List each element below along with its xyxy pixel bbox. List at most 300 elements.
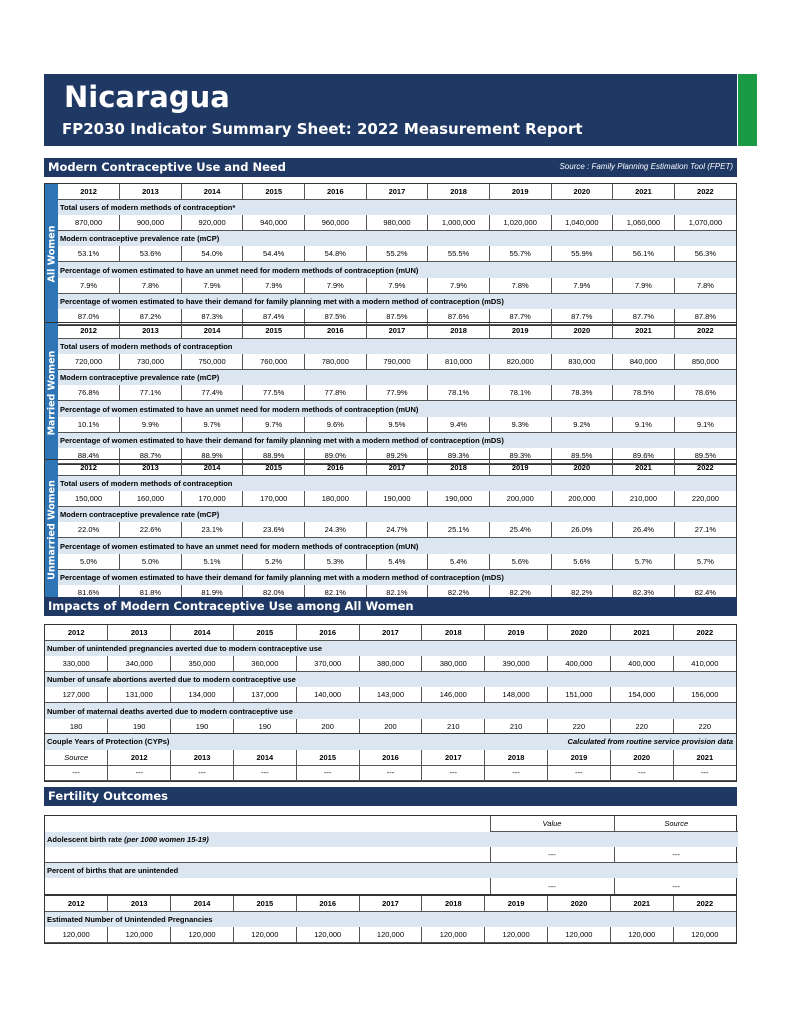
year-cell: 2015 [233, 625, 296, 641]
value-cell: 54.4% [243, 246, 305, 262]
value-cell: 26.0% [551, 522, 613, 538]
fertility-label-note: (per 1000 women 15-19) [124, 835, 209, 845]
value-cell: 89.0% [305, 448, 367, 464]
value-cell: 870,000 [58, 215, 120, 231]
value-cell: 160,000 [120, 491, 182, 507]
value-cell: 120,000 [296, 927, 359, 943]
value-cell: 9.3% [489, 417, 551, 433]
value-cell: 170,000 [243, 491, 305, 507]
value-cell: --- [296, 765, 359, 781]
year-cell: 2020 [551, 460, 613, 476]
value-cell: --- [485, 765, 548, 781]
year-cell: 2019 [548, 750, 611, 766]
value-cell: 9.7% [181, 417, 243, 433]
value-cell: 200,000 [551, 491, 613, 507]
value-cell: 5.1% [181, 554, 243, 570]
value-cell: 350,000 [171, 656, 234, 672]
indicator-value-row [58, 554, 736, 570]
year-cell: 2018 [428, 184, 490, 200]
value-cell: 87.0% [58, 309, 120, 325]
year-cell: 2013 [108, 625, 171, 641]
indicator-label-row [58, 231, 736, 247]
section-source: Source : Family Planning Estimation Tool (FPET) [559, 162, 733, 171]
value-cell: 7.8% [674, 278, 736, 294]
section-title: Impacts of Modern Contraceptive Use among All Women [48, 599, 414, 613]
value-cell: 87.6% [428, 309, 490, 325]
value-cell: 120,000 [485, 927, 548, 943]
value-cell: 148,000 [485, 687, 548, 703]
value-cell: 900,000 [120, 215, 182, 231]
indicator-value-row [58, 278, 736, 294]
report-header [44, 74, 737, 146]
value-cell: 7.8% [120, 278, 182, 294]
value-cell: 89.3% [428, 448, 490, 464]
value-cell: 82.3% [613, 585, 675, 601]
value-cell: 24.3% [305, 522, 367, 538]
year-cell: 2012 [108, 750, 171, 766]
fertility-value-row [45, 878, 738, 894]
indicator-label-row [58, 262, 736, 278]
year-cell: 2018 [422, 896, 485, 912]
value-cell: 220 [610, 719, 673, 735]
indicator-value-row [45, 719, 736, 735]
value-cell: 77.4% [181, 385, 243, 401]
value-cell: 1,020,000 [489, 215, 551, 231]
value-cell: 56.1% [613, 246, 675, 262]
value-cell: 87.3% [181, 309, 243, 325]
value-cell: 120,000 [673, 927, 736, 943]
value-cell: 5.4% [428, 554, 490, 570]
value-cell: 89.3% [489, 448, 551, 464]
year-cell: 2016 [359, 750, 422, 766]
value-cell: 190 [171, 719, 234, 735]
year-cell: 2015 [296, 750, 359, 766]
indicator-label-row [58, 200, 736, 216]
indicator-label-row [58, 339, 736, 355]
indicator-label: Estimated Number of Unintended Pregnancies [45, 912, 736, 928]
value-cell: 81.6% [58, 585, 120, 601]
year-cell: 2015 [243, 184, 305, 200]
value-cell: 151,000 [548, 687, 611, 703]
value-cell: 9.4% [428, 417, 490, 433]
value-cell: 940,000 [243, 215, 305, 231]
value-cell: 54.0% [181, 246, 243, 262]
value-cell: 146,000 [422, 687, 485, 703]
year-cell: 2014 [233, 750, 296, 766]
value-cell: 78.1% [428, 385, 490, 401]
year-cell: 2016 [296, 896, 359, 912]
indicator-value-row [58, 215, 736, 231]
section-header-contraceptive-use [44, 158, 737, 177]
year-cell: 2017 [359, 625, 422, 641]
indicator-label-row [45, 672, 736, 688]
value-cell: 82.4% [674, 585, 736, 601]
value-cell: 750,000 [181, 354, 243, 370]
value-cell: 82.1% [305, 585, 367, 601]
year-cell: 2019 [489, 323, 551, 339]
year-cell: 2017 [359, 896, 422, 912]
group-label: All Women [46, 225, 57, 283]
value-cell: 5.6% [489, 554, 551, 570]
year-cell: 2021 [613, 184, 675, 200]
value-cell: 9.2% [551, 417, 613, 433]
value-cell: 170,000 [181, 491, 243, 507]
value-cell: 55.7% [489, 246, 551, 262]
value-cell: 88.9% [243, 448, 305, 464]
value-cell: 53.1% [58, 246, 120, 262]
year-header-row [58, 184, 736, 200]
year-cell: 2013 [171, 750, 234, 766]
value-cell: 920,000 [181, 215, 243, 231]
value-cell: 89.6% [613, 448, 675, 464]
value-cell: 7.9% [181, 278, 243, 294]
value-cell: 76.8% [58, 385, 120, 401]
value-cell: 120,000 [548, 927, 611, 943]
year-cell: 2012 [58, 323, 120, 339]
value-cell: 5.7% [674, 554, 736, 570]
value-cell: --- [45, 765, 108, 781]
indicator-value-row [58, 354, 736, 370]
year-cell: 2021 [613, 460, 675, 476]
indicator-value-row [58, 246, 736, 262]
value-cell: 220 [673, 719, 736, 735]
value-cell: 140,000 [296, 687, 359, 703]
year-header-row [58, 323, 736, 339]
indicator-label-row [58, 476, 736, 492]
indicator-value-row [58, 417, 736, 433]
value-cell: 780,000 [305, 354, 367, 370]
value-cell: 78.6% [674, 385, 736, 401]
value-cell: --- [108, 765, 171, 781]
indicator-label: Percentage of women estimated to have their demand for family planning met with a modern method of contraception (mDS) [58, 569, 736, 585]
value-cell: 5.3% [305, 554, 367, 570]
value-cell: --- [422, 765, 485, 781]
value-cell: 88.7% [120, 448, 182, 464]
value-cell: 89.5% [551, 448, 613, 464]
value-cell: 53.6% [120, 246, 182, 262]
value-cell: 82.2% [489, 585, 551, 601]
value-cell: 120,000 [422, 927, 485, 943]
value-cell: 55.9% [551, 246, 613, 262]
value-cell: 380,000 [422, 656, 485, 672]
year-cell: 2012 [45, 896, 108, 912]
year-cell: 2020 [548, 625, 611, 641]
year-cell: 2021 [610, 625, 673, 641]
value-cell: 156,000 [673, 687, 736, 703]
year-cell: 2012 [45, 625, 108, 641]
value-cell: 7.8% [489, 278, 551, 294]
fertility-header-row [45, 816, 738, 832]
indicator-label-row [45, 703, 736, 719]
value-cell: 23.6% [243, 522, 305, 538]
value-cell: 89.2% [366, 448, 428, 464]
value-cell: 55.2% [366, 246, 428, 262]
value-cell: 120,000 [171, 927, 234, 943]
value-cell: 190 [108, 719, 171, 735]
value-cell: 190,000 [428, 491, 490, 507]
value-cell: 190 [233, 719, 296, 735]
cyp-table [44, 733, 737, 782]
indicator-label-row [58, 293, 736, 309]
year-cell: 2012 [58, 460, 120, 476]
value-cell: --- [548, 765, 611, 781]
year-cell: 2019 [489, 184, 551, 200]
value-cell: 220,000 [674, 491, 736, 507]
year-cell: 2020 [551, 323, 613, 339]
year-cell: 2022 [673, 896, 736, 912]
value-cell: 77.9% [366, 385, 428, 401]
value-cell: 340,000 [108, 656, 171, 672]
indicator-label-row [58, 507, 736, 523]
fertility-label: Adolescent birth rate [47, 835, 123, 845]
value-cell: 82.2% [428, 585, 490, 601]
value-cell: 82.0% [243, 585, 305, 601]
year-cell: 2018 [428, 460, 490, 476]
value-cell: 154,000 [610, 687, 673, 703]
year-cell: 2013 [120, 460, 182, 476]
value-cell: 7.9% [551, 278, 613, 294]
value-cell: 210 [485, 719, 548, 735]
indicator-label-row [58, 538, 736, 554]
value-cell: 830,000 [551, 354, 613, 370]
year-cell: 2016 [305, 184, 367, 200]
value-cell: 730,000 [120, 354, 182, 370]
value-cell: 5.7% [613, 554, 675, 570]
section-header-impacts [44, 597, 737, 616]
value-cell: 89.5% [674, 448, 736, 464]
indicator-value-row [58, 522, 736, 538]
value-cell: 960,000 [305, 215, 367, 231]
value-cell: 22.0% [58, 522, 120, 538]
year-cell: 2017 [422, 750, 485, 766]
value-cell: 7.9% [613, 278, 675, 294]
value-cell: 1,070,000 [674, 215, 736, 231]
indicator-label-row [45, 912, 736, 928]
value-cell: 127,000 [45, 687, 108, 703]
indicator-value-row [45, 927, 736, 943]
value-cell: 850,000 [674, 354, 736, 370]
indicator-label: Total users of modern methods of contraception [58, 339, 736, 355]
value-cell: 9.9% [120, 417, 182, 433]
fertility-label-row [45, 863, 738, 879]
indicator-label: Modern contraceptive prevalence rate (mCP) [58, 231, 736, 247]
fertility-value: --- [490, 878, 614, 894]
cyp-label: Couple Years of Protection (CYPs) [45, 734, 422, 750]
indicator-label-row [58, 401, 736, 417]
year-cell: 2012 [58, 184, 120, 200]
year-cell: 2014 [171, 896, 234, 912]
value-cell: 87.4% [243, 309, 305, 325]
value-cell: 82.1% [366, 585, 428, 601]
country-title: Nicaragua [64, 80, 230, 114]
value-cell: 78.1% [489, 385, 551, 401]
year-cell: 2022 [674, 460, 736, 476]
value-cell: --- [233, 765, 296, 781]
value-cell: 27.1% [674, 522, 736, 538]
fertility-label-row [45, 832, 738, 848]
value-cell: 5.4% [366, 554, 428, 570]
value-cell: 87.8% [674, 309, 736, 325]
year-cell: 2022 [674, 323, 736, 339]
section-header-fertility [44, 787, 737, 806]
value-cell: 5.0% [120, 554, 182, 570]
group-label: Unmarried Women [46, 480, 57, 581]
value-cell: 7.9% [428, 278, 490, 294]
value-cell: 390,000 [485, 656, 548, 672]
section-title: Fertility Outcomes [48, 789, 168, 803]
value-cell: 87.7% [489, 309, 551, 325]
value-cell: 87.7% [613, 309, 675, 325]
value-cell: 380,000 [359, 656, 422, 672]
value-cell: 78.3% [551, 385, 613, 401]
indicator-label: Number of maternal deaths averted due to modern contraceptive use [45, 703, 736, 719]
value-cell: 23.1% [181, 522, 243, 538]
year-cell: 2014 [171, 625, 234, 641]
group-table [44, 322, 737, 465]
cyp-value-row [45, 765, 736, 781]
year-cell: 2019 [485, 625, 548, 641]
value-cell: 1,040,000 [551, 215, 613, 231]
year-cell: 2021 [613, 323, 675, 339]
cyp-note: Calculated from routine service provision data [422, 734, 736, 750]
value-cell: 77.1% [120, 385, 182, 401]
value-cell: 400,000 [548, 656, 611, 672]
value-cell: --- [673, 765, 736, 781]
year-cell: 2013 [120, 184, 182, 200]
value-cell: 1,060,000 [613, 215, 675, 231]
value-cell: 120,000 [610, 927, 673, 943]
value-cell: 22.6% [120, 522, 182, 538]
value-cell: 840,000 [613, 354, 675, 370]
value-cell: 7.9% [58, 278, 120, 294]
indicator-label: Number of unsafe abortions averted due to modern contraceptive use [45, 672, 736, 688]
year-cell: 2014 [181, 184, 243, 200]
value-cell: 26.4% [613, 522, 675, 538]
value-cell: --- [359, 765, 422, 781]
value-cell: 190,000 [366, 491, 428, 507]
indicator-label-row [45, 641, 736, 657]
value-cell: 137,000 [233, 687, 296, 703]
impacts-table [44, 624, 737, 736]
report-subtitle: FP2030 Indicator Summary Sheet: 2022 Measurement Report [62, 120, 583, 138]
cyp-header-row [45, 750, 736, 766]
year-cell: 2018 [428, 323, 490, 339]
value-cell: 120,000 [45, 927, 108, 943]
fertility-source: --- [614, 847, 738, 863]
year-header-row [45, 625, 736, 641]
group-side-label [45, 323, 58, 464]
value-cell: 200,000 [489, 491, 551, 507]
group-side-label [45, 184, 58, 325]
value-cell: 87.2% [120, 309, 182, 325]
fertility-table [44, 815, 737, 895]
value-cell: 10.1% [58, 417, 120, 433]
value-cell: 9.1% [613, 417, 675, 433]
year-cell: 2022 [674, 184, 736, 200]
accent-bar [738, 74, 757, 146]
indicator-value-row [58, 385, 736, 401]
value-cell: 7.9% [366, 278, 428, 294]
value-cell: 120,000 [108, 927, 171, 943]
year-header-row [45, 896, 736, 912]
value-cell: 150,000 [58, 491, 120, 507]
fertility-value-row [45, 847, 738, 863]
value-cell: 56.3% [674, 246, 736, 262]
year-cell: 2016 [305, 460, 367, 476]
value-cell: 980,000 [366, 215, 428, 231]
value-cell: 82.2% [551, 585, 613, 601]
indicator-label: Total users of modern methods of contraception [58, 476, 736, 492]
value-cell: 77.8% [305, 385, 367, 401]
unintended-pregnancies-table [44, 895, 737, 944]
year-cell: 2016 [305, 323, 367, 339]
value-cell: 77.5% [243, 385, 305, 401]
indicator-label: Total users of modern methods of contraception* [58, 200, 736, 216]
value-cell: 88.9% [181, 448, 243, 464]
year-cell: 2016 [296, 625, 359, 641]
indicator-label: Percentage of women estimated to have their demand for family planning met with a modern method of contraception (mDS) [58, 432, 736, 448]
cyp-source-header: Source [45, 750, 108, 766]
value-cell: 9.1% [674, 417, 736, 433]
indicator-label: Modern contraceptive prevalence rate (mCP) [58, 370, 736, 386]
value-cell: 87.7% [551, 309, 613, 325]
value-cell: --- [610, 765, 673, 781]
year-cell: 2017 [366, 184, 428, 200]
value-cell: 810,000 [428, 354, 490, 370]
value-cell: 120,000 [233, 927, 296, 943]
group-table [44, 183, 737, 326]
year-cell: 2021 [610, 896, 673, 912]
value-header: Value [490, 816, 614, 832]
year-cell: 2015 [233, 896, 296, 912]
group-side-label [45, 460, 58, 601]
indicator-label: Percentage of women estimated to have their demand for family planning met with a modern method of contraception (mDS) [58, 293, 736, 309]
value-cell: 210 [422, 719, 485, 735]
fertility-value: --- [490, 847, 614, 863]
value-cell: 5.0% [58, 554, 120, 570]
year-cell: 2014 [181, 323, 243, 339]
year-cell: 2020 [610, 750, 673, 766]
value-cell: 78.5% [613, 385, 675, 401]
year-header-row [58, 460, 736, 476]
value-cell: 180 [45, 719, 108, 735]
indicator-label-row [58, 432, 736, 448]
indicator-label: Percentage of women estimated to have an unmet need for modern methods of contraception (mUN) [58, 262, 736, 278]
indicator-label: Percentage of women estimated to have an unmet need for modern methods of contraception (mUN) [58, 401, 736, 417]
value-cell: 9.5% [366, 417, 428, 433]
year-cell: 2017 [366, 460, 428, 476]
indicator-label: Modern contraceptive prevalence rate (mCP) [58, 507, 736, 523]
value-cell: 55.5% [428, 246, 490, 262]
value-cell: 9.7% [243, 417, 305, 433]
value-cell: --- [171, 765, 234, 781]
indicator-label: Percentage of women estimated to have an unmet need for modern methods of contraception (mUN) [58, 538, 736, 554]
value-cell: 370,000 [296, 656, 359, 672]
group-label: Married Women [46, 351, 57, 436]
value-cell: 81.8% [120, 585, 182, 601]
value-cell: 87.5% [305, 309, 367, 325]
value-cell: 134,000 [171, 687, 234, 703]
value-cell: 5.2% [243, 554, 305, 570]
indicator-value-row [45, 687, 736, 703]
value-cell: 220 [548, 719, 611, 735]
year-cell: 2020 [548, 896, 611, 912]
group-table [44, 459, 737, 602]
value-cell: 87.5% [366, 309, 428, 325]
value-cell: 1,000,000 [428, 215, 490, 231]
year-cell: 2020 [551, 184, 613, 200]
year-cell: 2015 [243, 323, 305, 339]
